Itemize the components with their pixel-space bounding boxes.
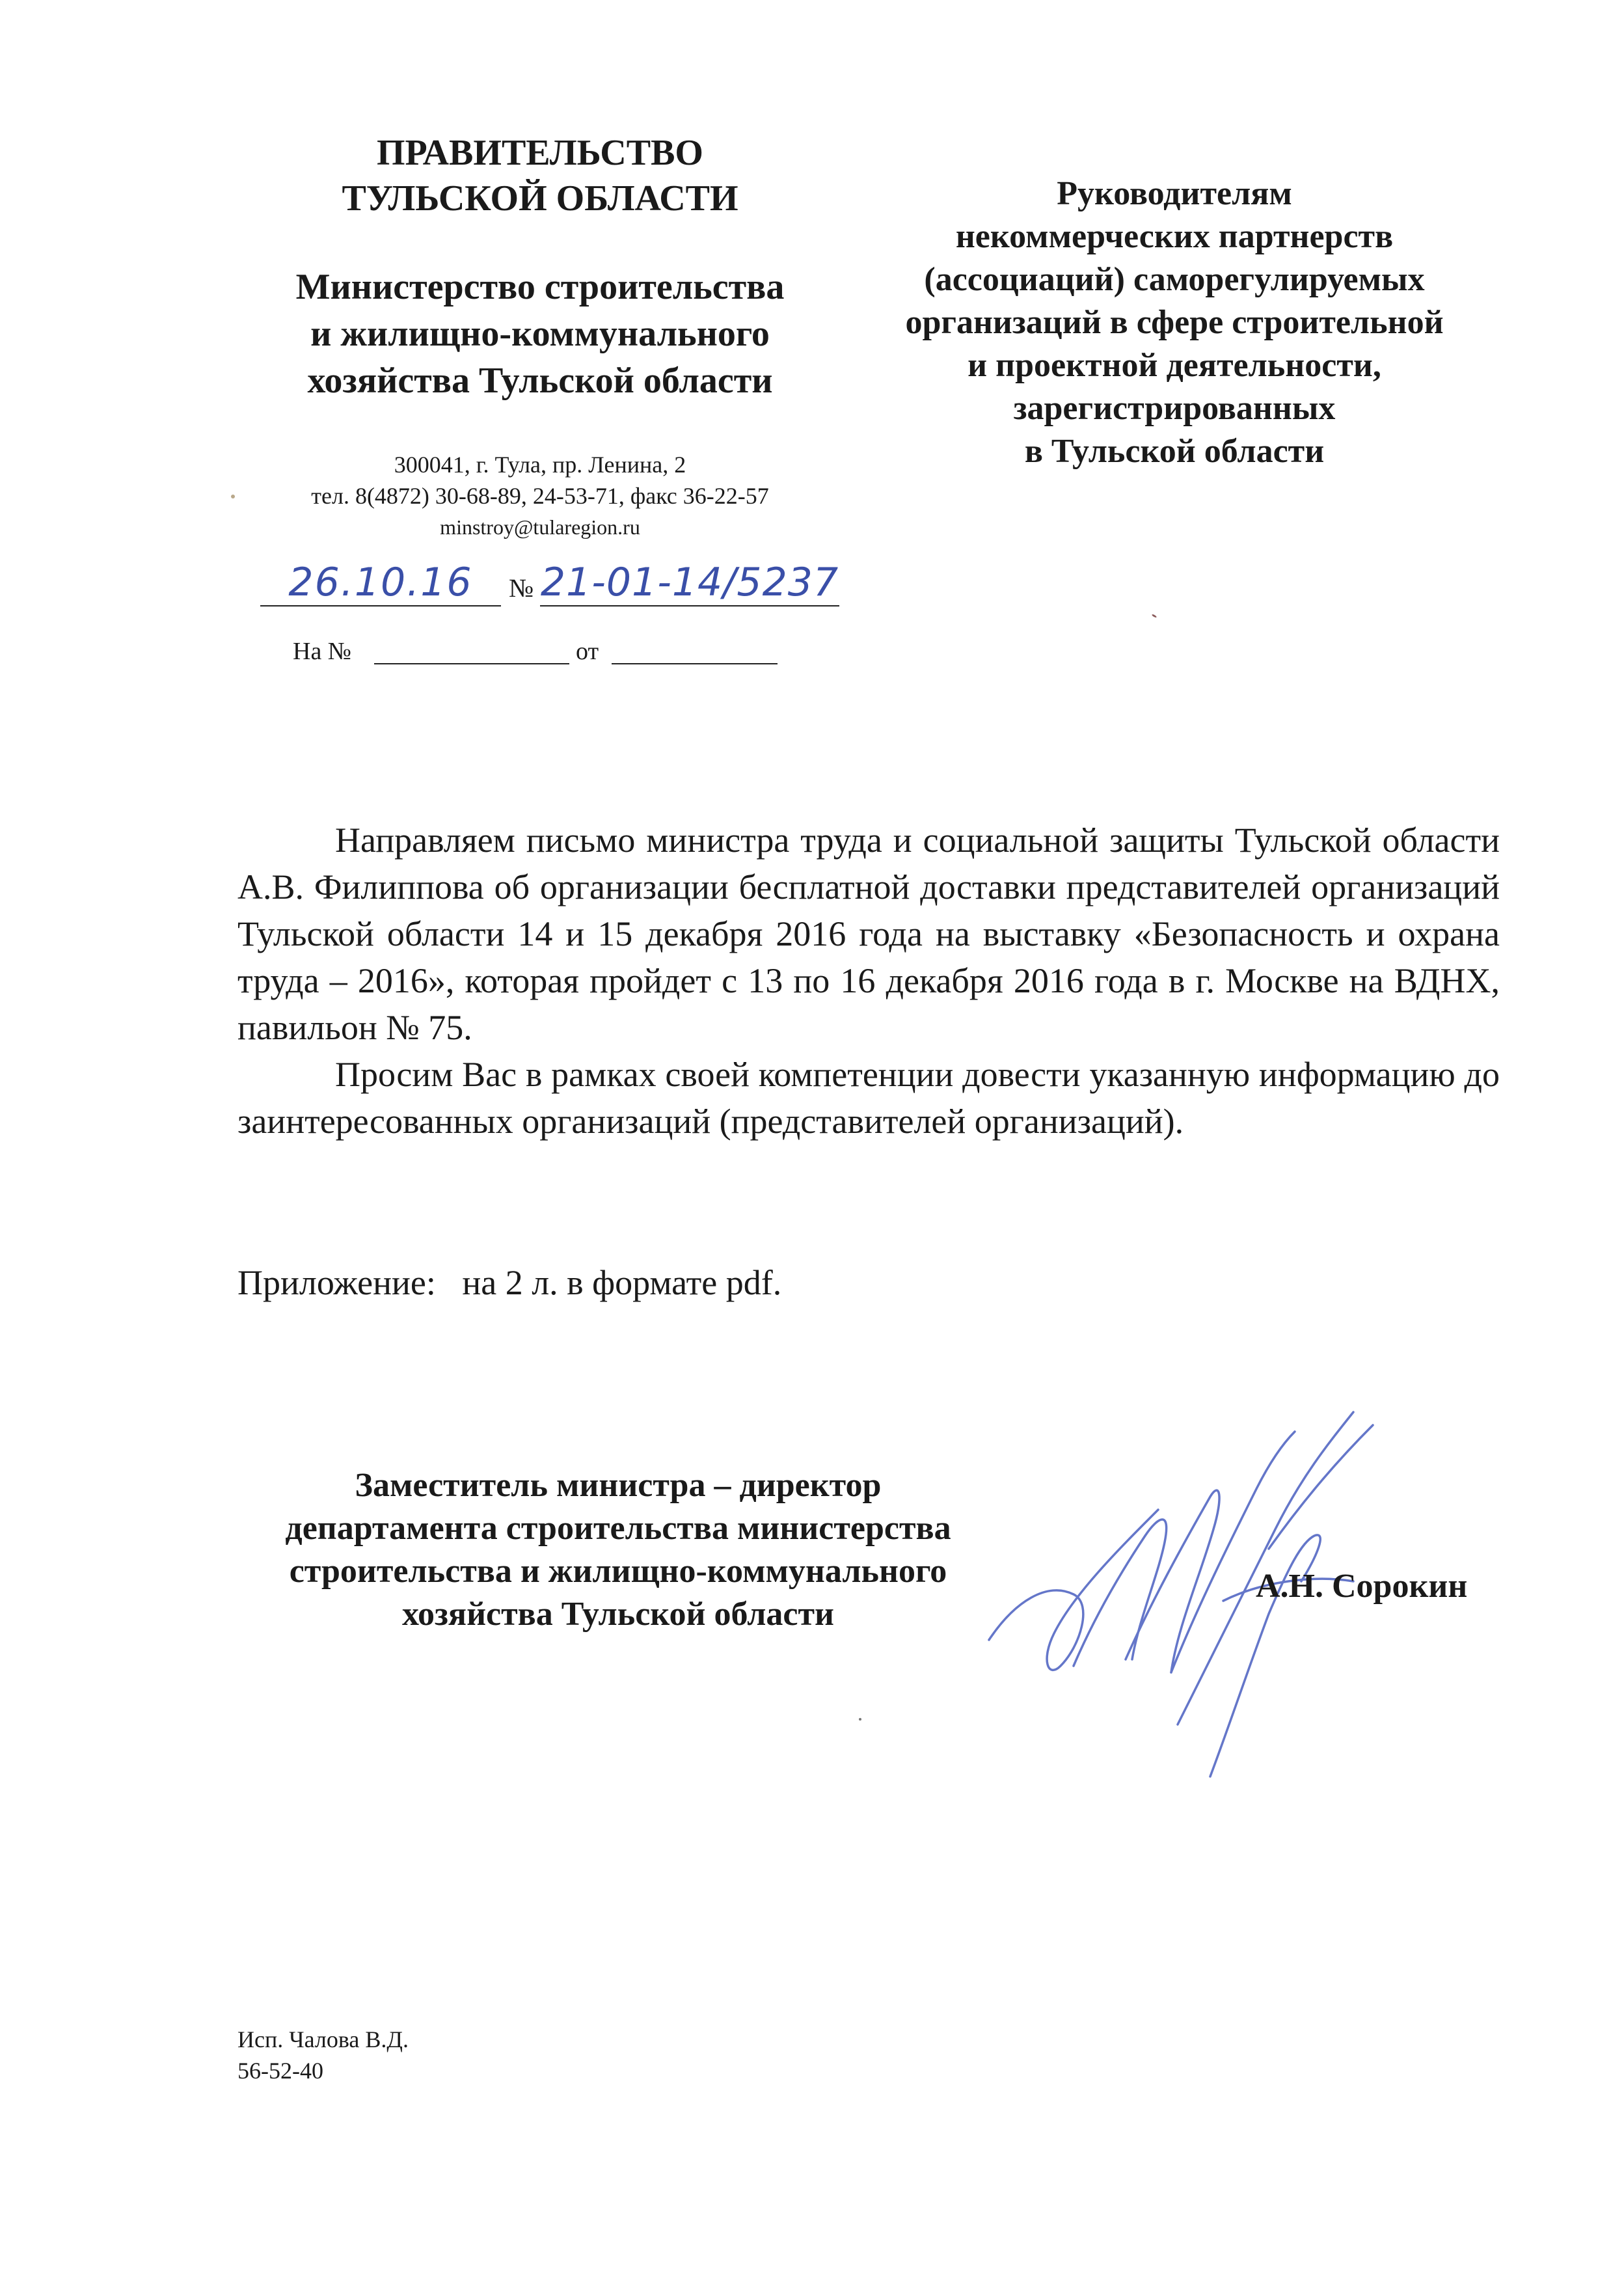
executor-name: Исп. Чалова В.Д. xyxy=(237,2026,409,2052)
reference-number-label: На № xyxy=(293,638,352,665)
outgoing-number: 21-01-14/5237 xyxy=(540,560,839,605)
ministry-contacts xyxy=(241,449,839,543)
signer-position-line: хозяйства Тульской области xyxy=(402,1596,834,1633)
signer-position-line: департамента строительства министерства xyxy=(285,1510,951,1547)
signer-position-line: Заместитель министра – директор xyxy=(355,1467,882,1504)
ministry-line: и жилищно-коммунального xyxy=(310,314,770,354)
addressee-line: Руководителям xyxy=(1057,175,1292,212)
signer-name: А.Н. Сорокин xyxy=(1256,1568,1468,1605)
number-sign: № xyxy=(509,573,534,603)
ministry-line: хозяйства Тульской области xyxy=(307,361,773,401)
scan-speck xyxy=(859,1718,861,1721)
government-line: ТУЛЬСКОЙ ОБЛАСТИ xyxy=(342,178,738,219)
addressee-line: в Тульской области xyxy=(1024,433,1325,470)
body-paragraph: Просим Вас в рамках своей компетенции довести указанную информацию до заинтересованных организаций (представителей организаций). xyxy=(237,1055,1500,1141)
addressee-line: и проектной деятельности, xyxy=(968,347,1381,384)
phone-fax: тел. 8(4872) 30-68-89, 24-53-71, факс 36-22-57 xyxy=(311,483,769,509)
signer-position xyxy=(241,1464,995,1636)
addressee-line: организаций в сфере строительной xyxy=(905,304,1444,341)
scan-speck xyxy=(231,495,235,498)
government-heading xyxy=(241,130,839,221)
government-line: ПРАВИТЕЛЬСТВО xyxy=(377,133,703,173)
addressee-block xyxy=(865,172,1483,473)
scan-speck xyxy=(1152,614,1157,618)
reference-date-label: от xyxy=(576,638,599,665)
executor-phone: 56-52-40 xyxy=(237,2058,323,2084)
addressee-line: некоммерческих партнерств xyxy=(955,218,1394,255)
ministry-heading xyxy=(241,264,839,404)
reference-line xyxy=(293,634,846,674)
addressee-line: зарегистрированных xyxy=(1013,390,1336,427)
body-paragraph: Направляем письмо министра труда и социальной защиты Тульской области А.В. Филиппова об организации бесплатной доставки представителей организаций Тульской области 14 и 15 декабря 2016 года на выставку «Безопасность и охрана труда – 2016», которая пройдет с 13 по 16 декабря 2016 года в г. Москве на ВДНХ, павильон № 75. xyxy=(237,821,1500,1047)
reference-date-blank xyxy=(612,634,778,664)
reference-number-blank xyxy=(374,634,569,664)
attachment-note: Приложение: на 2 л. в формате pdf. xyxy=(237,1263,782,1302)
postal-address: 300041, г. Тула, пр. Ленина, 2 xyxy=(394,452,686,478)
executor-info xyxy=(237,2024,628,2086)
email-address: minstroy@tularegion.ru xyxy=(440,515,640,539)
addressee-line: (ассоциаций) саморегулируемых xyxy=(924,261,1425,298)
outgoing-registration xyxy=(260,560,846,612)
letter-body xyxy=(237,817,1500,1145)
signer-position-line: строительства и жилищно-коммунального xyxy=(289,1553,947,1590)
outgoing-date: 26.10.16 xyxy=(260,560,501,606)
ministry-line: Министерство строительства xyxy=(295,267,785,307)
